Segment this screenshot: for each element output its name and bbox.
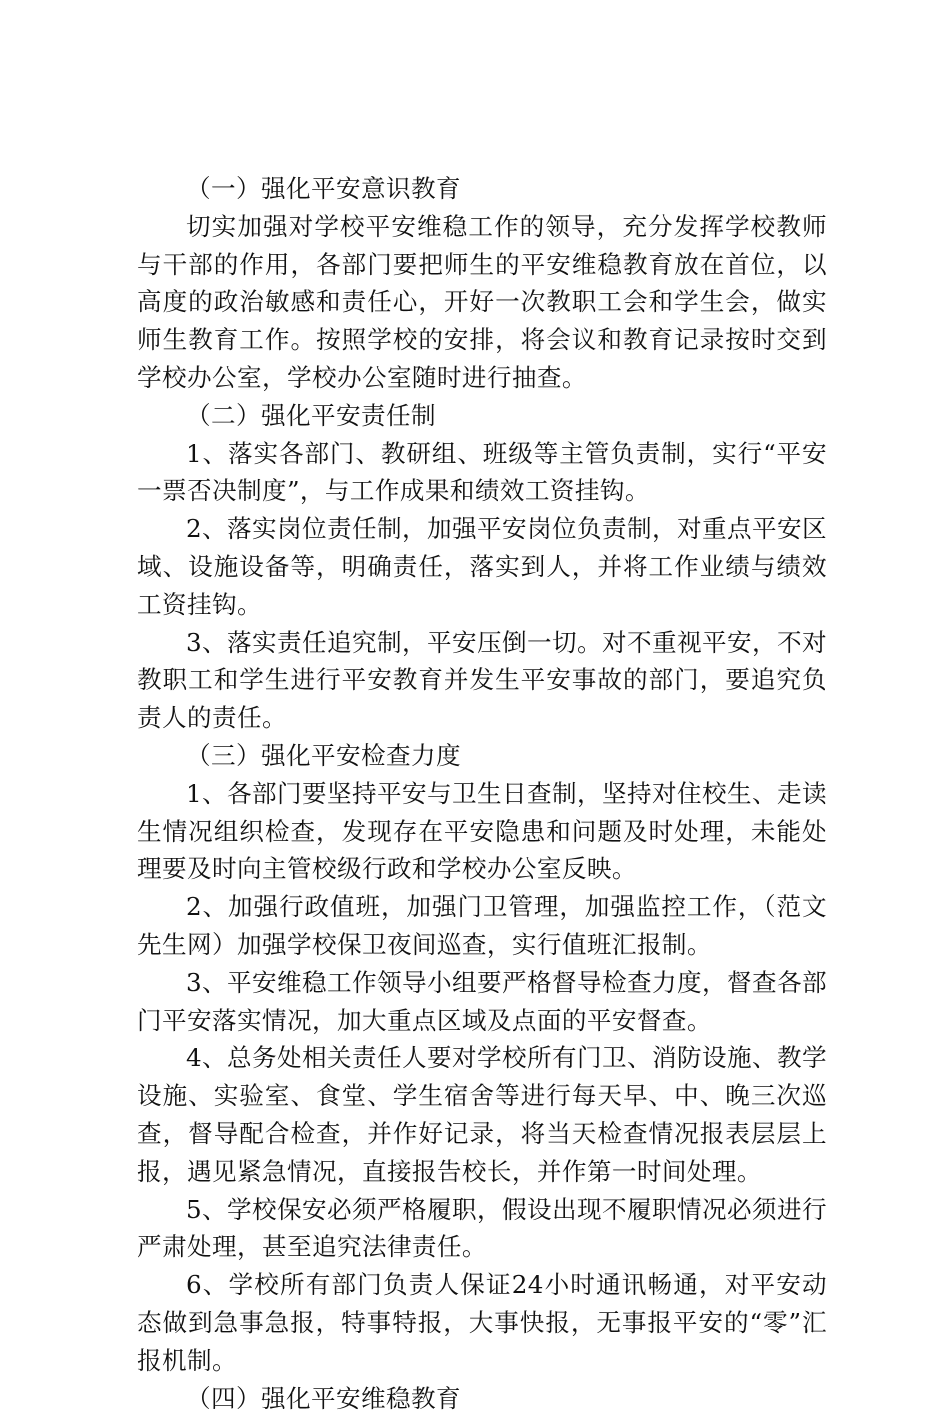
paragraph: 3、落实责任追究制，平安压倒一切。对不重视平安，不对教职工和学生进行平安教育并发生平安事故的部门，要追究负责人的责任。 [137, 624, 827, 737]
paragraph: 5、学校保安必须严格履职，假设出现不履职情况必须进行严肃处理，甚至追究法律责任。 [137, 1191, 827, 1267]
section-heading-2: （二）强化平安责任制 [137, 397, 827, 435]
section-heading-3: （三）强化平安检查力度 [137, 737, 827, 775]
section-heading-4: （四）强化平安维稳教育 [137, 1380, 827, 1417]
paragraph: 1、落实各部门、教研组、班级等主管负责制，实行“平安一票否决制度”，与工作成果和绩效工资挂钩。 [137, 435, 827, 511]
paragraph: 2、落实岗位责任制，加强平安岗位负责制，对重点平安区域、设施设备等，明确责任，落实到人，并将工作业绩与绩效工资挂钩。 [137, 510, 827, 623]
document-body [137, 170, 827, 1417]
paragraph: 切实加强对学校平安维稳工作的领导，充分发挥学校教师与干部的作用，各部门要把师生的平安维稳教育放在首位，以高度的政治敏感和责任心，开好一次教职工会和学生会，做实师生教育工作。按照学校的安排，将会议和教育记录按时交到学校办公室，学校办公室随时进行抽查。 [137, 208, 827, 397]
paragraph: 4、总务处相关责任人要对学校所有门卫、消防设施、教学设施、实验室、食堂、学生宿舍等进行每天早、中、晚三次巡查，督导配合检查，并作好记录，将当天检查情况报表层层上报，遇见紧急情况，直接报告校长，并作第一时间处理。 [137, 1039, 827, 1190]
paragraph: 3、平安维稳工作领导小组要严格督导检查力度，督查各部门平安落实情况，加大重点区域及点面的平安督查。 [137, 964, 827, 1040]
paragraph: 6、学校所有部门负责人保证24小时通讯畅通，对平安动态做到急事急报，特事特报，大事快报，无事报平安的“零”汇报机制。 [137, 1266, 827, 1379]
paragraph: 2、加强行政值班，加强门卫管理，加强监控工作，（范文先生网）加强学校保卫夜间巡查，实行值班汇报制。 [137, 888, 827, 964]
section-heading-1: （一）强化平安意识教育 [137, 170, 827, 208]
paragraph: 1、各部门要坚持平安与卫生日查制，坚持对住校生、走读生情况组织检查，发现存在平安隐患和问题及时处理，未能处理要及时向主管校级行政和学校办公室反映。 [137, 775, 827, 888]
